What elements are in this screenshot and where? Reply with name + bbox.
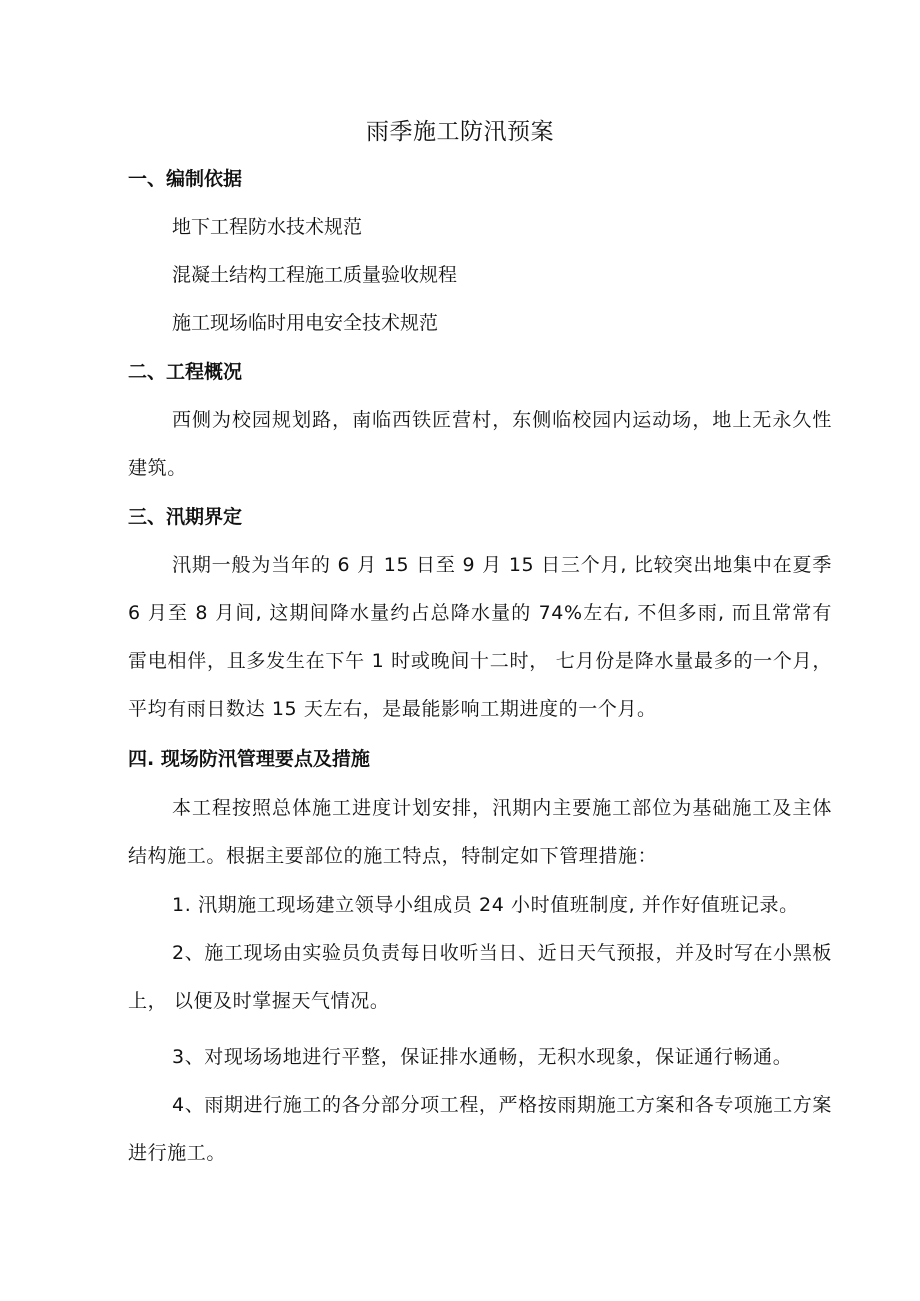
paragraph-flood-period: 汛期一般为当年的 6 月 15 日至 9 月 15 日三个月, 比较突出地集中在夏季 6 月至 8 月间, 这期间降水量约占总降水量的 74%左右, 不但多雨, 而且常常有雷电相伴，且多发生在下午 1 时或晚间十二时， 七月份是降水量最多的一个月，平均有雨日数达 15 天左右，是最能影响工期进度的一个月。 (128, 554, 832, 720)
document-title: 雨季施工防汛预案 (366, 119, 554, 145)
measure-item-1: 1. 汛期施工现场建立领导小组成员 24 小时值班制度, 并作好值班记录。 (172, 894, 799, 916)
measure-item-3: 3、对现场场地进行平整，保证排水通畅，无积水现象，保证通行畅通。 (172, 1046, 793, 1068)
section-heading-basis: 一、编制依据 (128, 168, 243, 190)
section-heading-overview: 二、工程概况 (128, 361, 243, 383)
reference-item: 地下工程防水技术规范 (172, 216, 363, 238)
reference-item: 混凝土结构工程施工质量验收规程 (172, 264, 458, 286)
measure-item-4: 4、雨期进行施工的各分部分项工程，严格按雨期施工方案和各专项施工方案进行施工。 (128, 1094, 832, 1164)
section-heading-measures: 四. 现场防汛管理要点及措施 (128, 748, 370, 770)
reference-item: 施工现场临时用电安全技术规范 (172, 312, 439, 334)
measure-item-2: 2、施工现场由实验员负责每日收听当日、近日天气预报，并及时写在小黑板上， 以便及时掌握天气情况。 (128, 942, 832, 1012)
paragraph-measures-intro: 本工程按照总体施工进度计划安排，汛期内主要施工部位为基础施工及主体结构施工。根据主要部位的施工特点，特制定如下管理措施： (128, 797, 832, 867)
paragraph-overview: 西侧为校园规划路，南临西铁匠营村，东侧临校园内运动场，地上无永久性建筑。 (128, 409, 832, 479)
section-heading-flood-period: 三、汛期界定 (128, 506, 243, 528)
